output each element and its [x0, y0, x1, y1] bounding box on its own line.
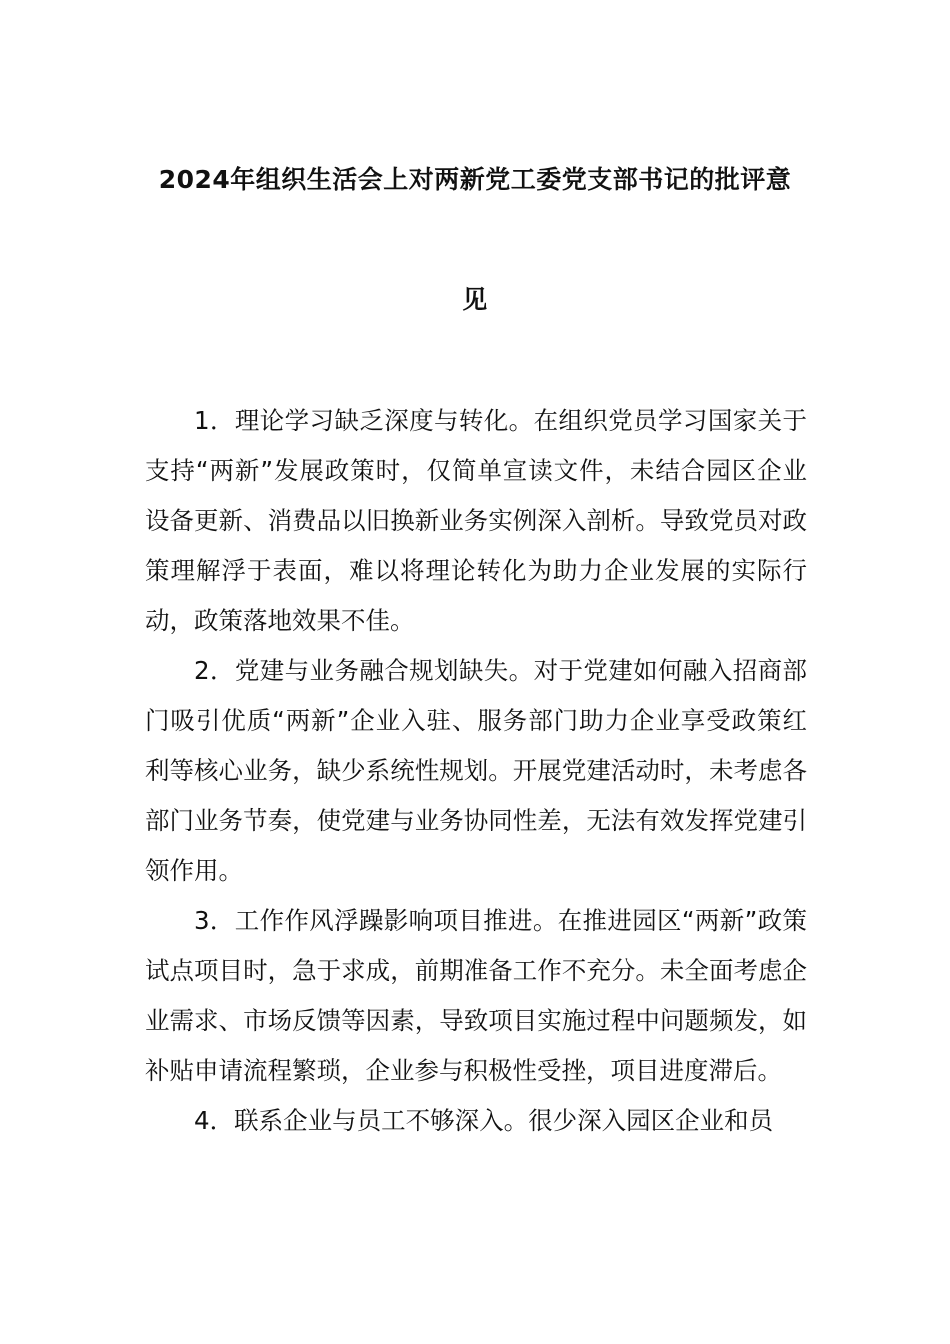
- document-title-line-2: 见: [462, 285, 488, 314]
- document-title-line-1: 2024年组织生活会上对两新党工委党支部书记的批评意: [158, 165, 792, 194]
- document-body: [145, 396, 807, 1146]
- paragraph-3: 3．工作作风浮躁影响项目推进。在推进园区“两新”政策试点项目时，急于求成，前期准备工作不充分。未全面考虑企业需求、市场反馈等因素，导致项目实施过程中问题频发，如补贴申请流程繁琐，企业参与积极性受挫，项目进度滞后。: [145, 906, 807, 1085]
- paragraph-2: 2．党建与业务融合规划缺失。对于党建如何融入招商部门吸引优质“两新”企业入驻、服务部门助力企业享受政策红利等核心业务，缺少系统性规划。开展党建活动时，未考虑各部门业务节奏，使党建与业务协同性差，无法有效发挥党建引领作用。: [145, 656, 807, 885]
- paragraph-4: 4．联系企业与员工不够深入。很少深入园区企业和员: [194, 1106, 774, 1135]
- paragraph-1: 1．理论学习缺乏深度与转化。在组织党员学习国家关于支持“两新”发展政策时，仅简单宣读文件，未结合园区企业设备更新、消费品以旧换新业务实例深入剖析。导致党员对政策理解浮于表面，难以将理论转化为助力企业发展的实际行动，政策落地效果不佳。: [145, 406, 807, 635]
